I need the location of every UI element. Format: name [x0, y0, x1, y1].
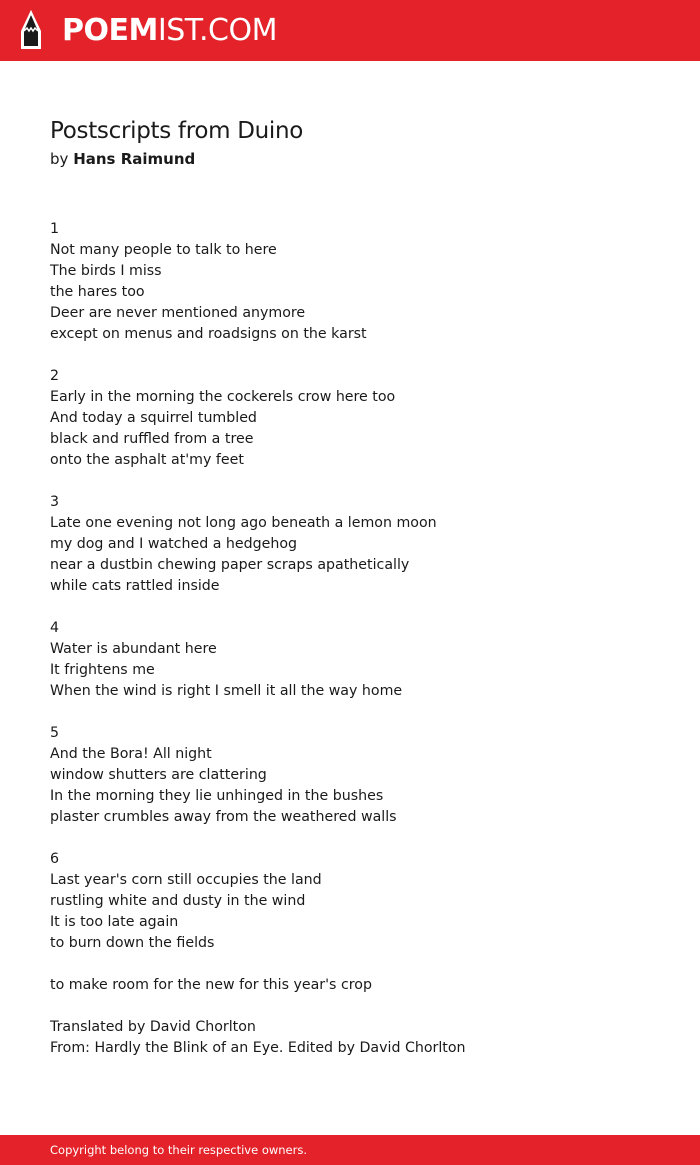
poem-line: near a dustbin chewing paper scraps apathetically: [50, 557, 410, 573]
stanza-break: [50, 828, 670, 849]
poem-line: except on menus and roadsigns on the karst: [50, 326, 367, 342]
brand-light: IST.COM: [157, 13, 277, 48]
poem-line: Last year's corn still occupies the land: [50, 872, 322, 888]
poem-line: Water is abundant here: [50, 641, 217, 657]
poem-title: Postscripts from Duino: [50, 118, 304, 144]
poem-line: Early in the morning the cockerels crow here too: [50, 389, 396, 405]
poem-line: In the morning they lie unhinged in the bushes: [50, 788, 384, 804]
poem-line: 1: [50, 221, 60, 237]
poem-line: And the Bora! All night: [50, 746, 212, 762]
poem-line: onto the asphalt at'my feet: [50, 452, 244, 468]
brand-bold: POEM: [62, 13, 158, 48]
stanza-break: [50, 996, 670, 1017]
poem-line: plaster crumbles away from the weathered walls: [50, 809, 397, 825]
poem-line: It is too late again: [50, 914, 179, 930]
poem-line: From: Hardly the Blink of an Eye. Edited by David Chorlton: [50, 1040, 466, 1056]
poem-line: 4: [50, 620, 60, 636]
site-header: [0, 0, 700, 61]
poem-line: 2: [50, 368, 60, 384]
stanza-break: [50, 597, 670, 618]
author-name: Hans Raimund: [73, 150, 196, 168]
poem-line: It frightens me: [50, 662, 155, 678]
poem-line: the hares too: [50, 284, 145, 300]
poem-line: Late one evening not long ago beneath a lemon moon: [50, 515, 437, 531]
poem-line: Not many people to talk to here: [50, 242, 277, 258]
site-logo[interactable]: [62, 13, 277, 49]
poem-line: When the wind is right I smell it all the way home: [50, 683, 403, 699]
poem-line: to make room for the new for this year's crop: [50, 977, 372, 993]
poem-line: 6: [50, 851, 60, 867]
poem-line: my dog and I watched a hedgehog: [50, 536, 298, 552]
site-footer: [0, 1135, 700, 1165]
copyright-text: Copyright belong to their respective owners.: [50, 1143, 308, 1157]
poem-line: while cats rattled inside: [50, 578, 220, 594]
stanza-break: [50, 954, 670, 975]
by-label: by: [50, 150, 69, 168]
poem-line: window shutters are clattering: [50, 767, 267, 783]
poem-line: black and ruffled from a tree: [50, 431, 254, 447]
pencil-icon[interactable]: [18, 9, 44, 51]
stanza-break: [50, 471, 670, 492]
poem-body: [50, 219, 670, 1059]
poem-line: 5: [50, 725, 60, 741]
poem-line: to burn down the fields: [50, 935, 215, 951]
stanza-break: [50, 702, 670, 723]
stanza-break: [50, 345, 670, 366]
poem-line: Translated by David Chorlton: [50, 1019, 256, 1035]
poem-line: And today a squirrel tumbled: [50, 410, 257, 426]
poem-line: Deer are never mentioned anymore: [50, 305, 306, 321]
poem-line: The birds I miss: [50, 263, 162, 279]
byline: [50, 149, 195, 169]
poem-line: 3: [50, 494, 60, 510]
poem-line: rustling white and dusty in the wind: [50, 893, 306, 909]
